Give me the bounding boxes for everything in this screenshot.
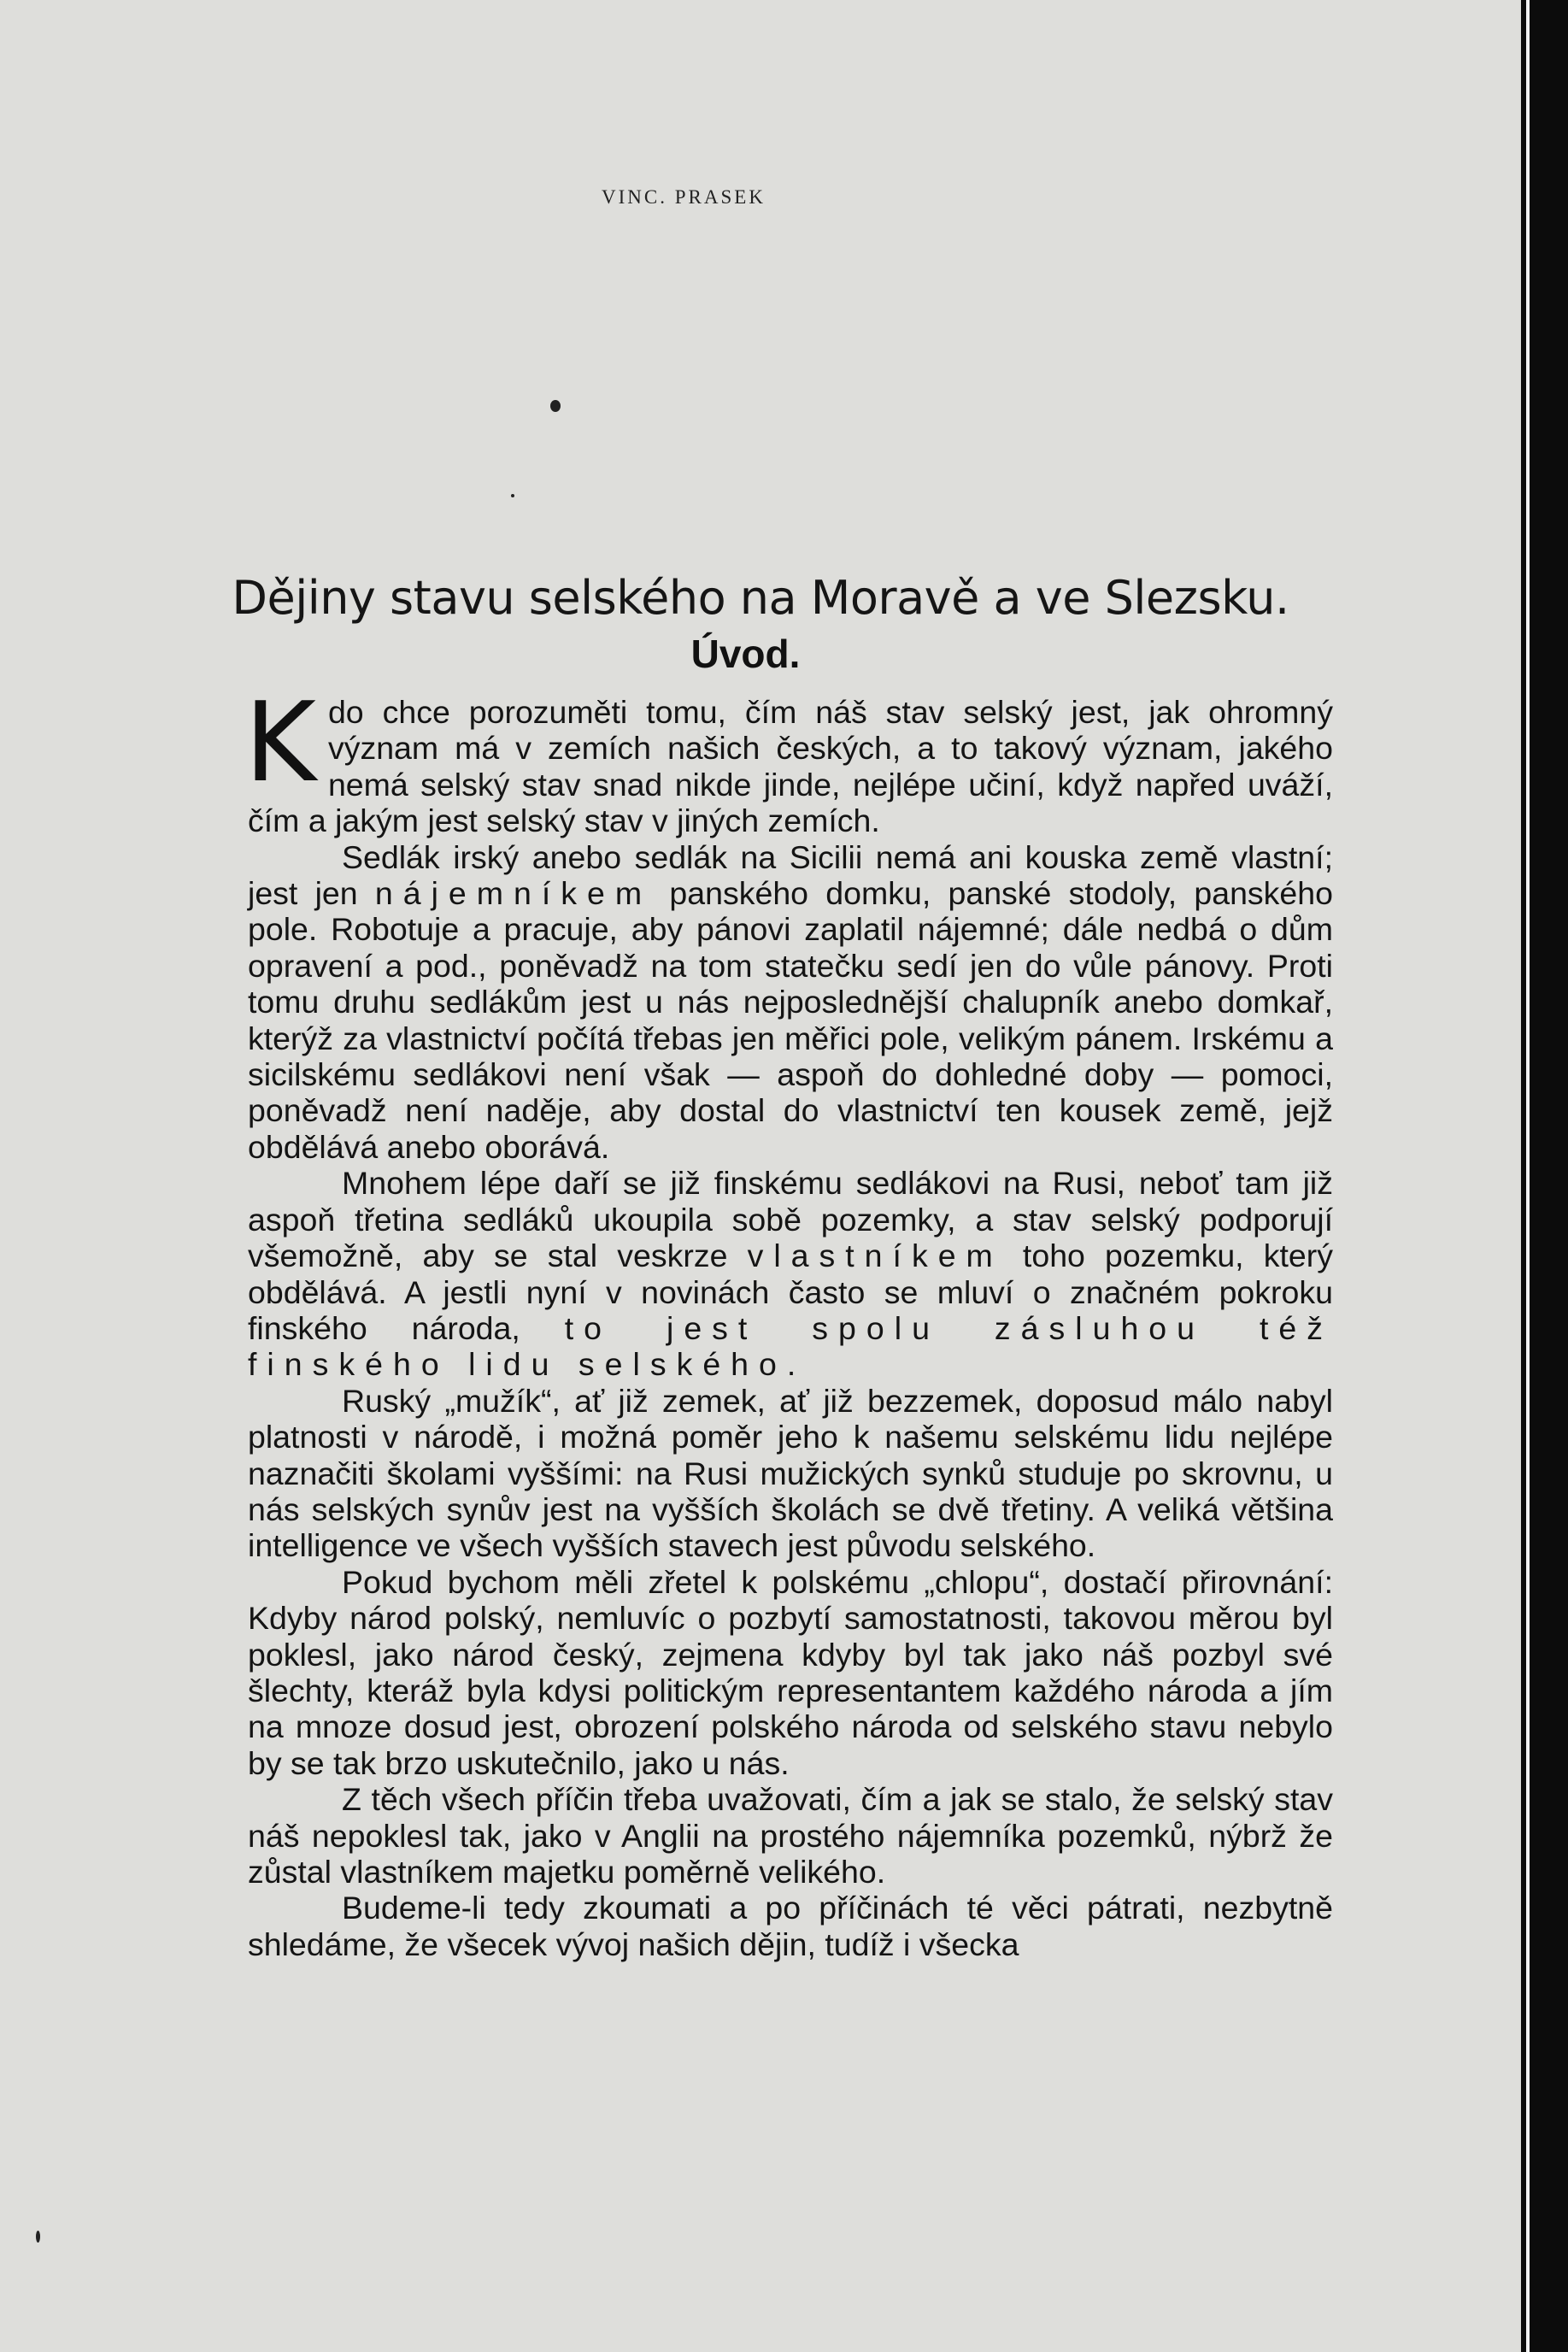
paragraph bbox=[248, 1781, 1333, 1890]
print-speck bbox=[36, 2231, 40, 2243]
paragraph-text: Ruský „mužík“, ať již zemek, ať již bezzemek, doposud málo nabyl platnosti v národě, i možná poměr jeho k našemu selskému lidu nejlépe naznačiti školami vyššími: na Rusi mužických synků studuje po skrovnu, u nás selských synův jest na vyšších školách se dvě třetiny. A veliká většina intelligence ve všech vyšších stavech jest původu selského. bbox=[248, 1382, 1333, 1564]
print-speck bbox=[511, 494, 514, 497]
chapter-title: Dějiny stavu selského na Moravě a ve Slezsku. bbox=[232, 571, 1289, 626]
paragraph-text: Pokud bychom měli zřetel k polskému „chlopu“, dostačí přirovnání: Kdyby národ polský, nemluvíc o pozbytí samostatnosti, takovou měrou byl poklesl, jako národ český, zejmena kdyby byl tak jako náš pozbyl své šlechty, kteráž byla kdysi politickým representantem každého národa a jím na mnoze dosud jest, obrození polského národa od selského stavu nebylo by se tak brzo uskutečnilo, jako u nás. bbox=[248, 1563, 1333, 1781]
paragraph-text: Mnohem lépe daří se již finskému sedlákovi na Rusi, neboť tam již aspoň třetina sedláků ukoupila sobě pozemky, a stav selský podporují všemožně, aby se stal veskrze bbox=[248, 1165, 1333, 1274]
paragraph-text: panského domku, panské stodoly, panského pole. Robotuje a pracuje, aby pánovi zaplatil nájemné; dále nedbá o dům opravení a pod., poněvadž na tom statečku sedí jen do vůle pánovy. Proti tomu druhu sedlákům jest u nás nejposlednější chalupník anebo domkař, kterýž za vlastnictví počítá třebas jen měřici pole, velikým pánem. Irskému a sicilskému sedlákovi není však — aspoň do dohledné doby — pomoci, poněvadž není naděje, aby dostal do vlastnictví ten kousek země, jejž obdělává anebo oborává. bbox=[248, 875, 1333, 1165]
emphasized-text: vlastníkem bbox=[747, 1238, 1003, 1274]
emphasized-text: to jest spolu zásluhou též finského lidu selského bbox=[248, 1309, 1333, 1383]
paragraph bbox=[248, 1383, 1333, 1564]
paragraph bbox=[248, 1564, 1333, 1781]
paragraph-text: . bbox=[786, 1346, 796, 1383]
paragraph bbox=[244, 679, 1333, 839]
section-heading: Úvod. bbox=[690, 632, 801, 676]
drop-cap: K bbox=[244, 679, 316, 807]
paragraph-text: toho pozemku, který obdělává. A jestli nyní v novinách často se mluví o značném pokroku finského národa, bbox=[248, 1238, 1333, 1346]
paragraph-text: Budeme-li tedy zkoumati a po příčinách té věci pátrati, nezbytně shledáme, že všecek vývoj našich dějin, tudíž i všecka bbox=[248, 1890, 1333, 1962]
book-spine-edge bbox=[1521, 0, 1568, 2352]
body-text bbox=[244, 679, 1333, 1962]
paragraph-text: do chce porozuměti tomu, čím náš stav selský jest, jak ohromný význam má v zemích našich českých, a to takový význam, jakého nemá selský stav snad nikde jinde, nejlépe učiní, když napřed uváží, čím a jakým jest selský stav v jiných zemích. bbox=[248, 694, 1333, 839]
paragraph bbox=[248, 839, 1333, 1166]
print-speck bbox=[550, 400, 561, 412]
paragraph-text: Z těch všech příčin třeba uvažovati, čím a jak se stalo, že selský stav náš nepoklesl tak, jako v Anglii na prostého nájemníka pozemků, nýbrž že zůstal vlastníkem majetku poměrně velikého. bbox=[248, 1781, 1333, 1890]
paragraph-text: Sedlák irský anebo sedlák na Sicilii nemá ani kouska země vlastní; jest jen bbox=[248, 838, 1333, 912]
paragraph bbox=[248, 1165, 1333, 1382]
running-head: VINC. PRASEK bbox=[602, 186, 766, 208]
emphasized-text: nájemníkem bbox=[374, 875, 653, 912]
page-edge bbox=[1526, 0, 1530, 2352]
paragraph bbox=[248, 1890, 1333, 1962]
